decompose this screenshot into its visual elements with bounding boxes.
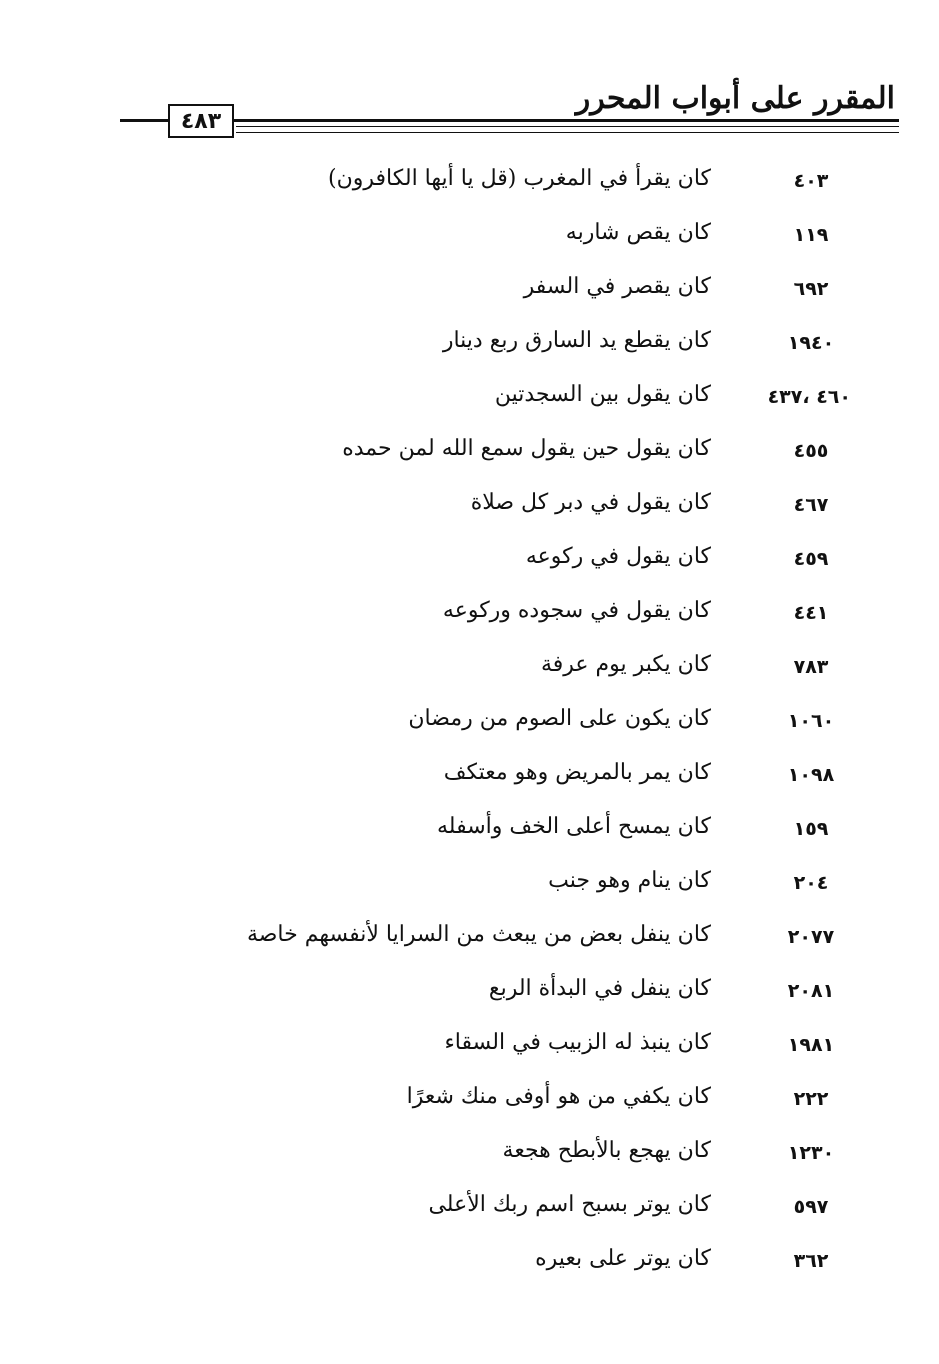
entry-number: ١١٩ — [793, 224, 829, 246]
index-entry — [0, 970, 939, 1024]
entry-number: ١٢٣٠ — [787, 1142, 835, 1164]
index-entry — [0, 214, 939, 268]
entry-text: كان يكون على الصوم من رمضان — [408, 706, 711, 731]
index-entry — [0, 538, 939, 592]
entry-text: كان ينبذ له الزبيب في السقاء — [444, 1030, 711, 1055]
entry-number: ١٩٤٠ — [787, 332, 835, 354]
entry-text: كان ينفل بعض من يبعث من السرايا لأنفسهم خاصة — [246, 922, 711, 947]
index-entry — [0, 700, 939, 754]
index-entry — [0, 1078, 939, 1132]
page-number: ٤٨٣ — [168, 104, 234, 138]
entry-text: كان يكبر يوم عرفة — [540, 652, 711, 677]
entry-number: ١٥٩ — [793, 818, 829, 840]
entry-number: ٢٠٤ — [793, 872, 829, 894]
header-rule-thick — [120, 119, 899, 122]
running-head-title: المقرر على أبواب المحرر — [575, 81, 895, 116]
index-entry — [0, 1132, 939, 1186]
index-entry — [0, 1240, 939, 1294]
entry-number: ٢٠٧٧ — [787, 926, 835, 948]
index-entry — [0, 1024, 939, 1078]
index-entry — [0, 376, 939, 430]
index-entry — [0, 322, 939, 376]
entry-number: ٢٢٢ — [793, 1088, 829, 1110]
entry-text: كان يقص شاربه — [565, 220, 711, 245]
entry-text: كان يقول في دبر كل صلاة — [470, 490, 711, 515]
entry-text: كان ينفل في البدأة الربع — [488, 976, 711, 1001]
index-entry — [0, 1186, 939, 1240]
header-rule-thin — [236, 132, 899, 133]
index-entry — [0, 484, 939, 538]
entry-text: كان يهجع بالأبطح هجعة — [502, 1138, 711, 1163]
entry-text: كان يوتر بسبح اسم ربك الأعلى — [428, 1192, 711, 1217]
entry-number: ١٠٩٨ — [787, 764, 835, 786]
index-entry — [0, 862, 939, 916]
index-entry — [0, 916, 939, 970]
index-entry — [0, 592, 939, 646]
entry-number: ٣٦٢ — [793, 1250, 829, 1272]
entry-number: ٤٦٧ — [793, 494, 829, 516]
entry-number: ٤٤١ — [793, 602, 829, 624]
entry-number: ٤٥٥ — [793, 440, 829, 462]
index-entry — [0, 160, 939, 214]
entry-text: كان ينام وهو جنب — [548, 868, 711, 893]
entry-text: كان يقطع يد السارق ربع دينار — [442, 328, 711, 353]
entry-number: ٤٠٣ — [793, 170, 829, 192]
entry-text: كان يقول في سجوده وركوعه — [442, 598, 711, 623]
entry-text: كان يوتر على بعيره — [535, 1246, 711, 1271]
index-entry — [0, 430, 939, 484]
entry-number: ٤٦٠ ،٤٣٧ — [767, 386, 851, 408]
index-entry — [0, 808, 939, 862]
header-rule-thin — [236, 126, 899, 127]
index-entry — [0, 754, 939, 808]
entry-text: كان يقول حين يقول سمع الله لمن حمده — [342, 436, 711, 461]
entry-number: ٢٠٨١ — [787, 980, 835, 1002]
entry-number: ٥٩٧ — [793, 1196, 829, 1218]
entry-text: كان يكفي من هو أوفى منك شعرًا — [406, 1084, 711, 1109]
entry-text: كان يقصر في السفر — [523, 274, 711, 299]
entry-number: ١٩٨١ — [787, 1034, 835, 1056]
entry-text: كان يمر بالمريض وهو معتكف — [443, 760, 711, 785]
index-entry — [0, 268, 939, 322]
entry-number: ٤٥٩ — [793, 548, 829, 570]
entry-text: كان يمسح أعلى الخف وأسفله — [436, 814, 711, 839]
entry-text: كان يقول في ركوعه — [525, 544, 711, 569]
entry-number: ٧٨٣ — [793, 656, 829, 678]
entry-number: ١٠٦٠ — [787, 710, 835, 732]
index-entry — [0, 646, 939, 700]
entry-text: كان يقول بين السجدتين — [494, 382, 711, 407]
entry-text: كان يقرأ في المغرب (قل يا أيها الكافرون) — [328, 166, 711, 191]
entry-number: ٦٩٢ — [793, 278, 829, 300]
